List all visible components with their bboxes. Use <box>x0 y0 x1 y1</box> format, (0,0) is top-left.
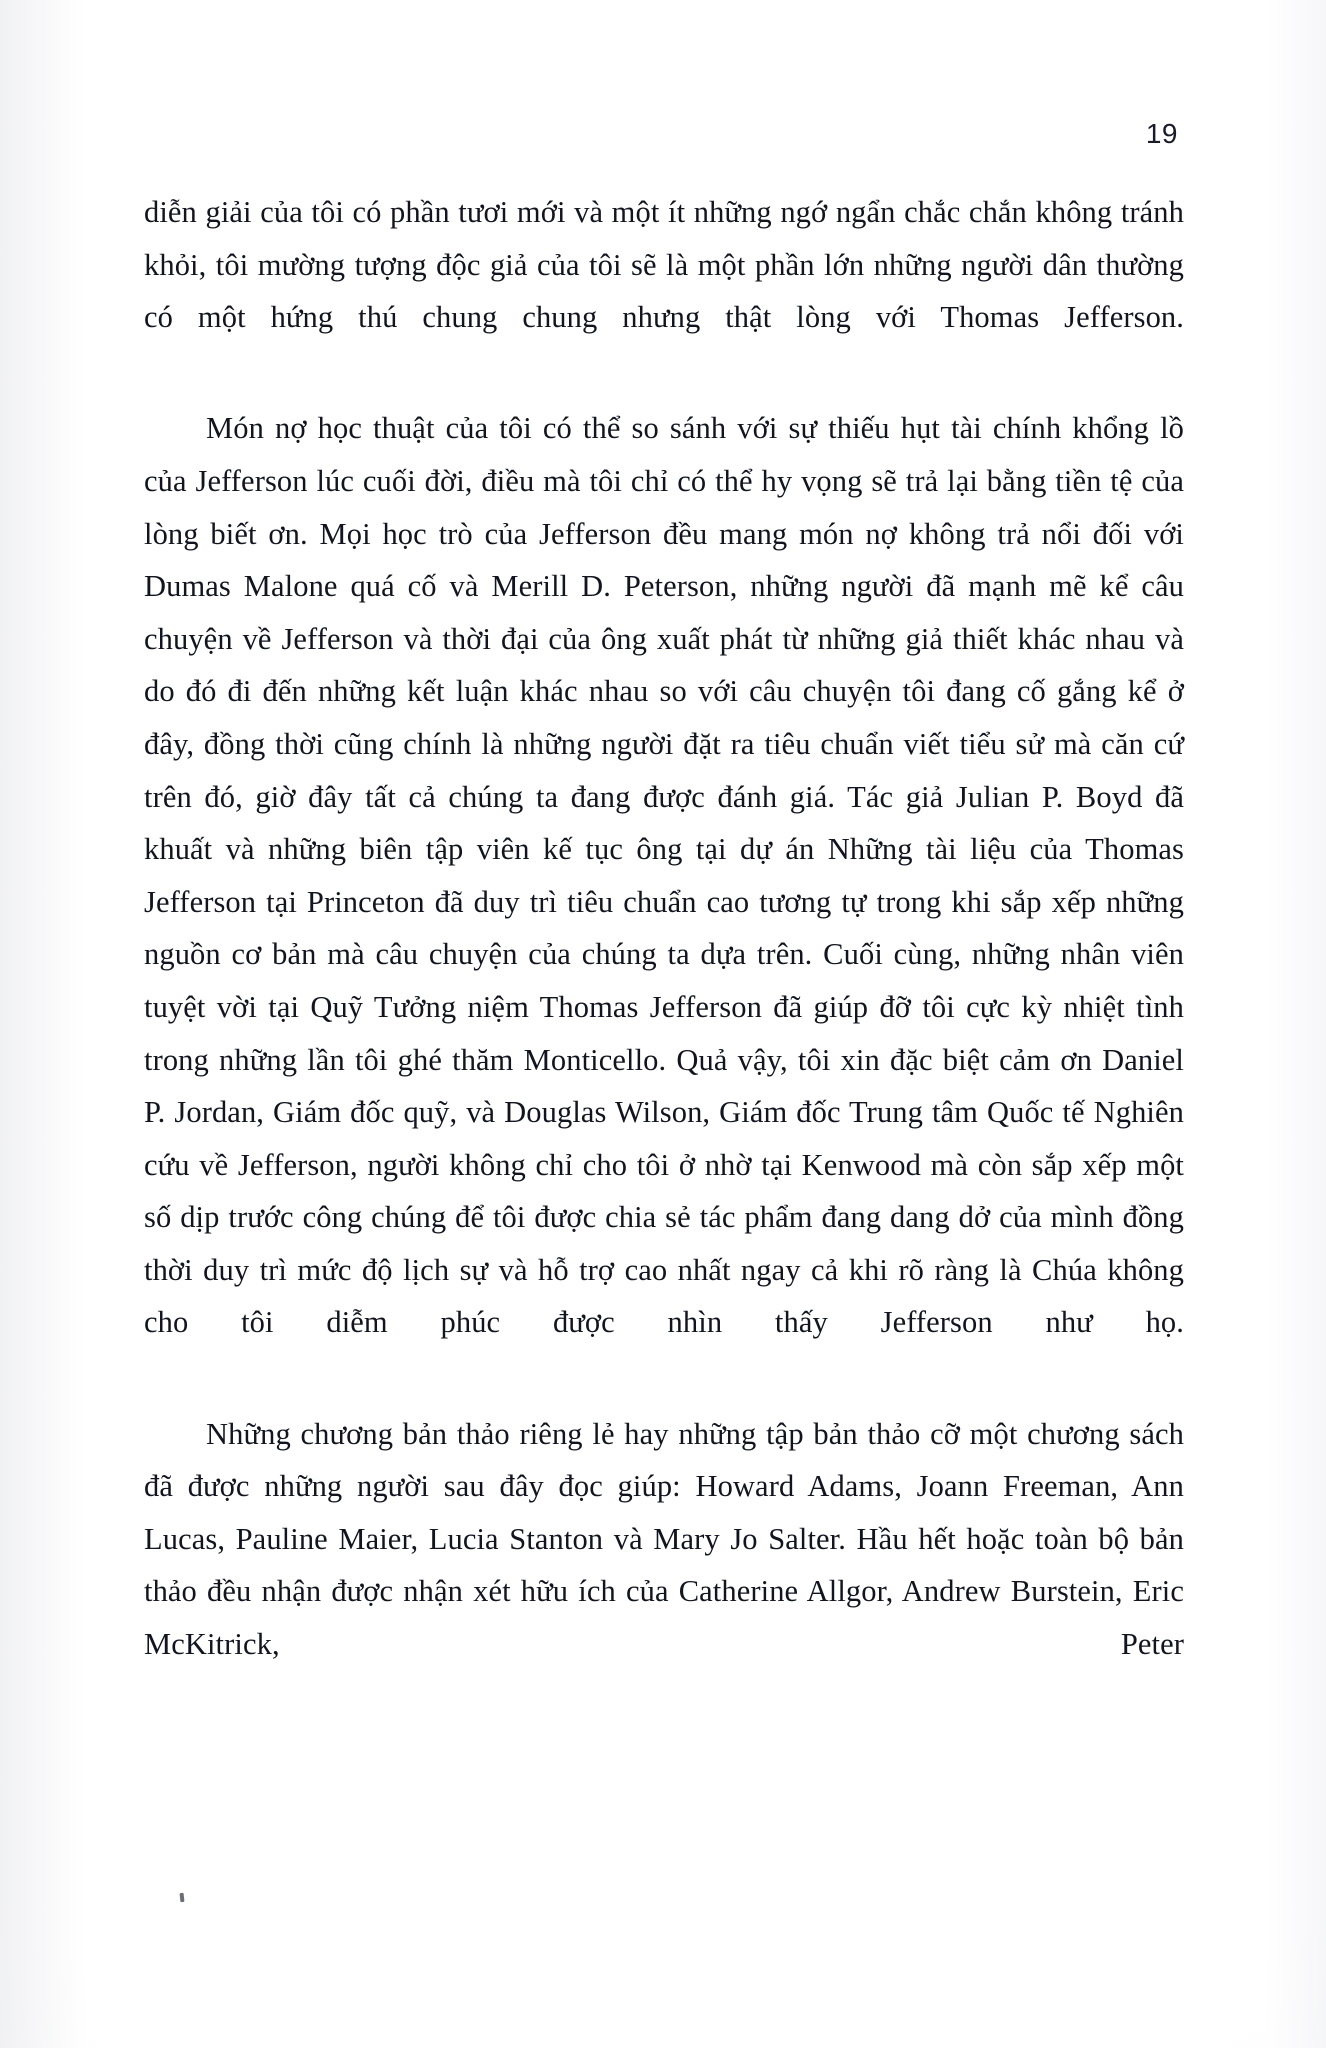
page-left-edge-shadow <box>0 0 86 2048</box>
body-text <box>144 186 1184 1723</box>
paragraph-continued: diễn giải của tôi có phần tươi mới và một ít những ngớ ngẩn chắc chắn không tránh khỏi, tôi mường tượng độc giả của tôi sẽ là một phần lớn những người dân thường có một hứng thú chung chung nhưng thật lòng với Thomas Jefferson. <box>144 195 1184 335</box>
paragraph-academic-debt: Món nợ học thuật của tôi có thể so sánh với sự thiếu hụt tài chính khổng lồ của Jefferson lúc cuối đời, điều mà tôi chỉ có thể hy vọng sẽ trả lại bằng tiền tệ của lòng biết ơn. Mọi học trò của Jefferson đều mang món nợ không trả nổi đối với Dumas Malone quá cố và Merill D. Peterson, những người đã mạnh mẽ kể câu chuyện về Jefferson và thời đại của ông xuất phát từ những giả thiết khác nhau và do đó đi đến những kết luận khác nhau so với câu chuyện tôi đang cố gắng kể ở đây, đồng thời cũng chính là những người đặt ra tiêu chuẩn viết tiểu sử mà căn cứ trên đó, giờ đây tất cả chúng ta đang được đánh giá. Tác giả Julian P. Boyd đã khuất và những biên tập viên kế tục ông tại dự án Những tài liệu của Thomas Jefferson tại Princeton đã duy trì tiêu chuẩn cao tương tự trong khi sắp xếp những nguồn cơ bản mà câu chuyện của chúng ta dựa trên. Cuối cùng, những nhân viên tuyệt vời tại Quỹ Tưởng niệm Thomas Jefferson đã giúp đỡ tôi cực kỳ nhiệt tình trong những lần tôi ghé thăm Monticello. Quả vậy, tôi xin đặc biệt cảm ơn Daniel P. Jordan, Giám đốc quỹ, và Douglas Wilson, Giám đốc Trung tâm Quốc tế Nghiên cứu về Jefferson, người không chỉ cho tôi ở nhờ tại Kenwood mà còn sắp xếp một số dịp trước công chúng để tôi được chia sẻ tác phẩm đang dang dở của mình đồng thời duy trì mức độ lịch sự và hỗ trợ cao nhất ngay cả khi rõ ràng là Chúa không cho tôi diễm phúc được nhìn thấy Jefferson như họ. <box>144 411 1184 1340</box>
page-right-edge-shadow <box>1266 0 1326 2048</box>
page-number: 19 <box>1145 118 1178 149</box>
paragraph-manuscript-readers: Những chương bản thảo riêng lẻ hay những tập bản thảo cỡ một chương sách đã được những người sau đây đọc giúp: Howard Adams, Joann Freeman, Ann Lucas, Pauline Maier, Lucia Stanton và Mary Jo Salter. Hầu hết hoặc toàn bộ bản thảo đều nhận được nhận xét hữu ích của Catherine Allgor, Andrew Burstein, Eric McKitrick, Peter <box>144 1416 1184 1662</box>
ink-speck-artifact <box>180 1893 185 1902</box>
